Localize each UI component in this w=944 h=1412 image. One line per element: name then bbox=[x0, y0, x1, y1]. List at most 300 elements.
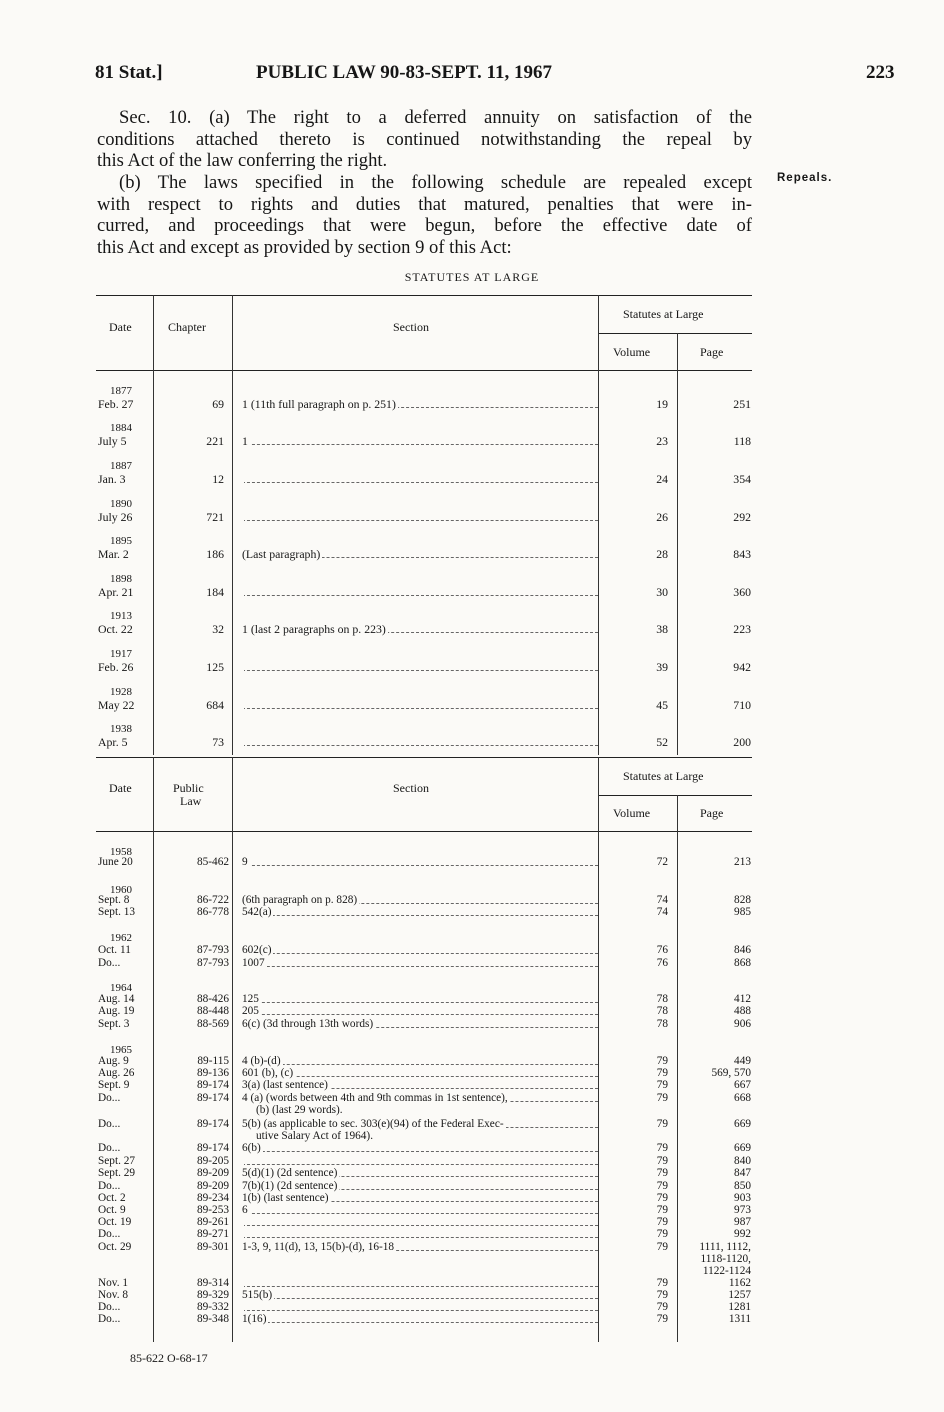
row-section-text bbox=[242, 472, 244, 486]
table-row bbox=[96, 1018, 752, 1031]
row-page: 992 bbox=[734, 1228, 751, 1240]
row-page: 449 bbox=[734, 1055, 751, 1067]
paragraph-line: curred, and proceedings that were begun, before the effective date of bbox=[97, 215, 752, 236]
row-section bbox=[242, 1216, 598, 1228]
row-date: Apr. 21 bbox=[98, 585, 134, 599]
row-section-text: 1 (last 2 paragraphs on p. 223) bbox=[242, 622, 386, 636]
row-section-text: utive Salary Act of 1964). bbox=[256, 1130, 374, 1142]
row-public-law: 89-271 bbox=[196, 1228, 229, 1240]
row-section bbox=[242, 735, 598, 749]
paragraph-line: (b) The laws specified in the following schedule are repealed except bbox=[119, 172, 752, 193]
margin-note-repeals: Repeals. bbox=[777, 172, 833, 184]
column-header-volume: Volume bbox=[613, 345, 651, 359]
row-page: 973 bbox=[734, 1204, 751, 1216]
row-page: 1257 bbox=[728, 1289, 751, 1301]
row-section-text bbox=[242, 510, 244, 524]
row-volume: 39 bbox=[656, 660, 668, 674]
row-date: Sept. 13 bbox=[98, 906, 136, 918]
row-section bbox=[242, 856, 598, 868]
page-number: 223 bbox=[866, 62, 895, 83]
row-section bbox=[242, 894, 598, 906]
row-section-text: 602(c) bbox=[242, 944, 272, 956]
row-public-law: 89-136 bbox=[196, 1067, 229, 1079]
row-public-law: 89-314 bbox=[196, 1277, 229, 1289]
row-section bbox=[242, 547, 598, 561]
row-section bbox=[242, 1142, 598, 1154]
table-row bbox=[96, 1228, 752, 1241]
row-section bbox=[242, 472, 598, 486]
table-row bbox=[96, 1241, 752, 1277]
row-chapter: 32 bbox=[212, 622, 224, 636]
table-row bbox=[96, 1092, 752, 1116]
row-page: 710 bbox=[733, 698, 751, 712]
row-page: 118 bbox=[733, 434, 751, 448]
row-section-text: (6th paragraph on p. 828) bbox=[242, 894, 358, 906]
row-volume: 79 bbox=[656, 1155, 668, 1167]
row-page: 850 bbox=[734, 1180, 751, 1192]
row-chapter: 184 bbox=[206, 585, 224, 599]
table-row bbox=[96, 856, 752, 869]
row-public-law: 86-778 bbox=[196, 906, 229, 918]
row-volume: 79 bbox=[656, 1180, 668, 1192]
paragraph-line: this Act and except as provided by section 9 of this Act: bbox=[97, 236, 512, 258]
paragraph-line: with respect to rights and duties that matured, penalties that were in- bbox=[97, 193, 752, 215]
row-date: Sept. 3 bbox=[98, 1018, 130, 1030]
row-page: 200 bbox=[733, 735, 751, 749]
row-chapter: 721 bbox=[206, 510, 224, 524]
row-section-text bbox=[242, 1277, 244, 1289]
column-header-section: Section bbox=[393, 320, 429, 334]
row-section bbox=[242, 698, 598, 712]
row-volume: 79 bbox=[656, 1118, 668, 1130]
table-row bbox=[96, 1142, 752, 1155]
row-section bbox=[242, 1192, 598, 1204]
row-section-text bbox=[242, 1155, 244, 1167]
row-page: 292 bbox=[733, 510, 751, 524]
row-public-law: 89-332 bbox=[196, 1301, 229, 1313]
leader-dots bbox=[242, 953, 598, 954]
row-volume: 74 bbox=[656, 906, 668, 918]
leader-dots bbox=[242, 865, 598, 866]
column-header-statutes-at-large: Statutes at Large bbox=[623, 307, 704, 321]
row-date: Feb. 27 bbox=[98, 397, 134, 411]
row-section-text: 1-3, 9, 11(d), 13, 15(b)-(d), 16-18 bbox=[242, 1241, 395, 1253]
row-volume: 79 bbox=[656, 1067, 668, 1079]
row-section-text: 4 (b)-(d) bbox=[242, 1055, 281, 1067]
row-section bbox=[242, 1079, 598, 1091]
header-citation: 81 Stat.] bbox=[95, 62, 163, 83]
row-page: 213 bbox=[734, 856, 751, 868]
row-page: 668 bbox=[734, 1092, 751, 1104]
row-page: 987 bbox=[734, 1216, 751, 1228]
row-page: 223 bbox=[733, 622, 751, 636]
row-section bbox=[242, 1289, 598, 1301]
row-section-text: 9 bbox=[242, 856, 248, 868]
row-volume: 79 bbox=[656, 1079, 668, 1091]
row-public-law: 86-722 bbox=[196, 894, 229, 906]
row-public-law: 89-209 bbox=[196, 1167, 229, 1179]
row-date: Do... bbox=[98, 1313, 121, 1325]
row-section-text: 1(b) (last sentence) bbox=[242, 1192, 329, 1204]
leader-dots bbox=[242, 520, 598, 521]
footer-print-code: 85-622 O-68-17 bbox=[130, 1351, 208, 1365]
row-section bbox=[242, 1241, 598, 1253]
row-section-text: 6 bbox=[242, 1204, 248, 1216]
row-section bbox=[242, 1155, 598, 1167]
row-chapter: 69 bbox=[212, 397, 224, 411]
row-public-law: 87-793 bbox=[196, 957, 229, 969]
row-page: 569, 570 bbox=[711, 1067, 751, 1079]
row-section bbox=[242, 660, 598, 674]
row-page: 360 bbox=[733, 585, 751, 599]
leader-dots bbox=[242, 745, 598, 746]
row-section bbox=[242, 944, 598, 956]
leader-dots bbox=[242, 1237, 598, 1238]
paragraph-line: Sec. 10. (a) The right to a deferred annuity on satisfaction of the bbox=[119, 107, 752, 128]
column-header-volume: Volume bbox=[613, 806, 651, 820]
row-page: 1281 bbox=[728, 1301, 751, 1313]
leader-dots bbox=[242, 708, 598, 709]
row-volume: 74 bbox=[656, 894, 668, 906]
row-year: 1917 bbox=[110, 648, 132, 660]
row-date: Sept. 27 bbox=[98, 1155, 136, 1167]
row-year: 1890 bbox=[110, 498, 132, 510]
row-public-law: 89-348 bbox=[196, 1313, 229, 1325]
row-year: 1928 bbox=[110, 686, 132, 698]
row-volume: 79 bbox=[656, 1142, 668, 1154]
row-page: 906 bbox=[734, 1018, 751, 1030]
row-section-text: 1007 bbox=[242, 957, 265, 969]
section-10b-paragraph bbox=[97, 172, 752, 258]
row-volume: 79 bbox=[656, 1216, 668, 1228]
row-date: Aug. 14 bbox=[98, 993, 135, 1005]
row-volume: 78 bbox=[656, 993, 668, 1005]
row-public-law: 89-329 bbox=[196, 1289, 229, 1301]
row-section-text: 1 bbox=[242, 434, 248, 448]
row-date: June 20 bbox=[98, 856, 133, 868]
row-year: 1877 bbox=[110, 385, 132, 397]
row-date: Oct. 11 bbox=[98, 944, 131, 956]
row-date: Feb. 26 bbox=[98, 660, 134, 674]
row-volume: 76 bbox=[656, 944, 668, 956]
row-date: Do... bbox=[98, 1092, 121, 1104]
row-volume: 28 bbox=[656, 547, 668, 561]
row-section-text: 542(a) bbox=[242, 906, 272, 918]
row-page: 840 bbox=[734, 1155, 751, 1167]
row-public-law: 87-793 bbox=[196, 944, 229, 956]
row-volume: 79 bbox=[656, 1313, 668, 1325]
row-volume: 76 bbox=[656, 957, 668, 969]
row-volume: 30 bbox=[656, 585, 668, 599]
row-section-text: 1 (11th full paragraph on p. 251) bbox=[242, 397, 396, 411]
column-header-date: Date bbox=[109, 781, 132, 795]
row-chapter: 684 bbox=[206, 698, 224, 712]
row-section-text bbox=[242, 660, 244, 674]
row-public-law: 89-174 bbox=[196, 1118, 229, 1130]
row-date: Mar. 2 bbox=[98, 547, 129, 561]
row-page: 985 bbox=[734, 906, 751, 918]
row-section bbox=[242, 1092, 598, 1104]
leader-dots bbox=[242, 1151, 598, 1152]
row-page: 669 bbox=[734, 1118, 751, 1130]
leader-dots bbox=[242, 1076, 598, 1077]
row-chapter: 12 bbox=[212, 472, 224, 486]
paragraph-line: conditions attached thereto is continued notwithstanding the repeal by bbox=[97, 128, 752, 150]
row-section-text bbox=[242, 1216, 244, 1228]
row-chapter: 125 bbox=[206, 660, 224, 674]
row-date: Nov. 8 bbox=[98, 1289, 129, 1301]
row-date: Aug. 26 bbox=[98, 1067, 135, 1079]
leader-dots bbox=[242, 966, 598, 967]
row-volume: 79 bbox=[656, 1228, 668, 1240]
leader-dots bbox=[242, 1213, 598, 1214]
row-page: 354 bbox=[733, 472, 751, 486]
leader-dots bbox=[242, 670, 598, 671]
table-row bbox=[96, 1167, 752, 1180]
row-section-text bbox=[242, 735, 244, 749]
row-volume: 52 bbox=[656, 735, 668, 749]
row-page-continuation: 1122-1124 bbox=[702, 1265, 751, 1277]
row-section-continuation bbox=[242, 1104, 612, 1116]
row-volume: 79 bbox=[656, 1192, 668, 1204]
year-group-label: 1962 bbox=[110, 932, 132, 944]
table-row bbox=[96, 944, 752, 957]
row-date: Sept. 8 bbox=[98, 894, 130, 906]
row-section-text: 6(c) (3d through 13th words) bbox=[242, 1018, 374, 1030]
column-header-chapter: Chapter bbox=[168, 320, 206, 334]
leader-dots bbox=[242, 482, 598, 483]
row-date: July 5 bbox=[98, 434, 127, 448]
table-row bbox=[96, 1313, 752, 1326]
row-year: 1884 bbox=[110, 422, 132, 434]
row-year: 1913 bbox=[110, 610, 132, 622]
row-year: 1887 bbox=[110, 460, 132, 472]
row-section bbox=[242, 993, 598, 1005]
column-header-section: Section bbox=[393, 781, 429, 795]
row-section-text: (Last paragraph) bbox=[242, 547, 321, 561]
row-date: Nov. 1 bbox=[98, 1277, 129, 1289]
row-section bbox=[242, 585, 598, 599]
row-volume: 23 bbox=[656, 434, 668, 448]
row-section bbox=[242, 1067, 598, 1079]
row-date: Do... bbox=[98, 957, 121, 969]
row-volume: 45 bbox=[656, 698, 668, 712]
column-header-page: Page bbox=[700, 345, 724, 359]
row-section-text: 205 bbox=[242, 1005, 259, 1017]
row-public-law: 89-253 bbox=[196, 1204, 229, 1216]
row-section bbox=[242, 1301, 598, 1313]
row-section bbox=[242, 1055, 598, 1067]
column-header-public-law: Public bbox=[173, 781, 204, 795]
row-page: 847 bbox=[734, 1167, 751, 1179]
row-public-law: 89-301 bbox=[196, 1241, 229, 1253]
year-group-label: 1965 bbox=[110, 1044, 132, 1056]
row-page: 846 bbox=[734, 944, 751, 956]
row-public-law: 89-205 bbox=[196, 1155, 229, 1167]
year-group-label: 1964 bbox=[110, 982, 132, 994]
row-section-text: 6(b) bbox=[242, 1142, 261, 1154]
leader-dots bbox=[242, 1225, 598, 1226]
row-section bbox=[242, 1277, 598, 1289]
table-row bbox=[96, 1118, 752, 1142]
row-page: 828 bbox=[734, 894, 751, 906]
header-title: PUBLIC LAW 90-83-SEPT. 11, 1967 bbox=[256, 62, 552, 83]
row-section bbox=[242, 957, 598, 969]
row-public-law: 89-174 bbox=[196, 1079, 229, 1091]
row-year: 1938 bbox=[110, 723, 132, 735]
column-header-statutes-at-large: Statutes at Large bbox=[623, 769, 704, 783]
row-volume: 38 bbox=[656, 622, 668, 636]
row-public-law: 88-426 bbox=[196, 993, 229, 1005]
row-page: 412 bbox=[734, 993, 751, 1005]
row-page: 669 bbox=[734, 1142, 751, 1154]
row-page: 488 bbox=[734, 1005, 751, 1017]
row-volume: 79 bbox=[656, 1241, 668, 1253]
row-page: 903 bbox=[734, 1192, 751, 1204]
row-section-continuation bbox=[242, 1130, 612, 1142]
row-section bbox=[242, 510, 598, 524]
row-section-text: 1(16) bbox=[242, 1313, 267, 1325]
table-row bbox=[96, 1005, 752, 1018]
table-title: STATUTES AT LARGE bbox=[404, 270, 540, 284]
row-page: 1111, 1112, bbox=[699, 1241, 751, 1253]
row-section bbox=[242, 1005, 598, 1017]
row-section bbox=[242, 1180, 598, 1192]
leader-dots bbox=[242, 595, 598, 596]
row-section bbox=[242, 622, 598, 636]
leader-dots bbox=[242, 1310, 598, 1311]
year-group-label: 1958 bbox=[110, 846, 132, 858]
paragraph-line: this Act of the law conferring the right. bbox=[97, 150, 388, 171]
column-header-public-law-2: Law bbox=[180, 794, 202, 808]
row-public-law: 89-261 bbox=[196, 1216, 229, 1228]
leader-dots bbox=[242, 1002, 598, 1003]
row-public-law: 85-462 bbox=[196, 856, 229, 868]
row-section-text bbox=[242, 698, 244, 712]
row-section bbox=[242, 1228, 598, 1240]
row-section bbox=[242, 1167, 598, 1179]
row-section bbox=[242, 1018, 598, 1030]
row-volume: 79 bbox=[656, 1301, 668, 1313]
row-volume: 79 bbox=[656, 1277, 668, 1289]
row-volume: 19 bbox=[656, 397, 668, 411]
row-volume: 24 bbox=[656, 472, 668, 486]
row-date: Oct. 2 bbox=[98, 1192, 126, 1204]
row-page: 251 bbox=[733, 397, 751, 411]
leader-dots bbox=[242, 1286, 598, 1287]
row-volume: 78 bbox=[656, 1005, 668, 1017]
column-header-page: Page bbox=[700, 806, 724, 820]
row-section bbox=[242, 397, 598, 411]
row-date: Aug. 19 bbox=[98, 1005, 135, 1017]
row-page: 667 bbox=[734, 1079, 751, 1091]
row-section-text bbox=[242, 1228, 244, 1240]
row-public-law: 89-174 bbox=[196, 1142, 229, 1154]
row-date: Oct. 9 bbox=[98, 1204, 126, 1216]
row-public-law: 89-115 bbox=[197, 1055, 229, 1067]
row-date: Oct. 22 bbox=[98, 622, 133, 636]
row-public-law: 88-448 bbox=[196, 1005, 229, 1017]
leader-dots bbox=[242, 915, 598, 916]
row-date: Sept. 29 bbox=[98, 1167, 136, 1179]
row-page: 868 bbox=[734, 957, 751, 969]
row-date: July 26 bbox=[98, 510, 133, 524]
table-row bbox=[96, 906, 752, 919]
row-date: May 22 bbox=[98, 698, 135, 712]
table-row bbox=[96, 957, 752, 970]
row-date: Jan. 3 bbox=[98, 472, 126, 486]
row-section-text: 5(d)(1) (2d sentence) bbox=[242, 1167, 338, 1179]
leader-dots bbox=[242, 1322, 598, 1323]
row-volume: 72 bbox=[656, 856, 668, 868]
row-section-text: 601 (b), (c) bbox=[242, 1067, 294, 1079]
row-volume: 79 bbox=[656, 1289, 668, 1301]
row-section-text: 3(a) (last sentence) bbox=[242, 1079, 328, 1091]
row-year: 1898 bbox=[110, 573, 132, 585]
row-section bbox=[242, 1313, 598, 1325]
row-section-text bbox=[242, 585, 244, 599]
row-section bbox=[242, 434, 598, 448]
leader-dots bbox=[242, 1298, 598, 1299]
leader-dots bbox=[242, 1014, 598, 1015]
row-section-text bbox=[242, 1301, 244, 1313]
row-page: 942 bbox=[733, 660, 751, 674]
row-date: Do... bbox=[98, 1228, 121, 1240]
row-date: Do... bbox=[98, 1118, 121, 1130]
row-volume: 79 bbox=[656, 1092, 668, 1104]
row-page: 1311 bbox=[728, 1313, 751, 1325]
row-year: 1895 bbox=[110, 535, 132, 547]
row-date: Do... bbox=[98, 1180, 121, 1192]
row-volume: 79 bbox=[656, 1204, 668, 1216]
leader-dots bbox=[242, 1064, 598, 1065]
row-chapter: 221 bbox=[206, 434, 224, 448]
row-volume: 26 bbox=[656, 510, 668, 524]
row-section bbox=[242, 906, 598, 918]
row-section-text: 125 bbox=[242, 993, 259, 1005]
leader-dots bbox=[242, 1164, 598, 1165]
table-row bbox=[96, 1079, 752, 1092]
row-date: Apr. 5 bbox=[98, 735, 128, 749]
row-page: 1162 bbox=[728, 1277, 751, 1289]
row-date: Aug. 9 bbox=[98, 1055, 129, 1067]
column-header-date: Date bbox=[109, 320, 132, 334]
row-volume: 78 bbox=[656, 1018, 668, 1030]
row-public-law: 89-174 bbox=[196, 1092, 229, 1104]
row-public-law: 89-234 bbox=[196, 1192, 229, 1204]
row-chapter: 186 bbox=[206, 547, 224, 561]
leader-dots bbox=[242, 444, 598, 445]
row-date: Sept. 9 bbox=[98, 1079, 130, 1091]
row-volume: 79 bbox=[656, 1055, 668, 1067]
row-section-text: 5(b) (as applicable to sec. 303(e)(94) of the Federal Exec- bbox=[242, 1118, 504, 1130]
row-section-text: 4 (a) (words between 4th and 9th commas in 1st sentence), bbox=[242, 1092, 508, 1104]
year-group-label: 1960 bbox=[110, 884, 132, 896]
row-section bbox=[242, 1118, 598, 1130]
row-date: Do... bbox=[98, 1301, 121, 1313]
row-page-continuation: 1118-1120, bbox=[700, 1253, 751, 1265]
row-date: Oct. 29 bbox=[98, 1241, 132, 1253]
row-page: 843 bbox=[733, 547, 751, 561]
section-10a-paragraph bbox=[97, 107, 752, 172]
row-section bbox=[242, 1204, 598, 1216]
row-chapter: 73 bbox=[212, 735, 224, 749]
row-volume: 79 bbox=[656, 1167, 668, 1179]
row-section-text: 515(b) bbox=[242, 1289, 273, 1301]
row-section-text: (b) (last 29 words). bbox=[256, 1104, 343, 1116]
row-public-law: 88-569 bbox=[196, 1018, 229, 1030]
row-public-law: 89-209 bbox=[196, 1180, 229, 1192]
